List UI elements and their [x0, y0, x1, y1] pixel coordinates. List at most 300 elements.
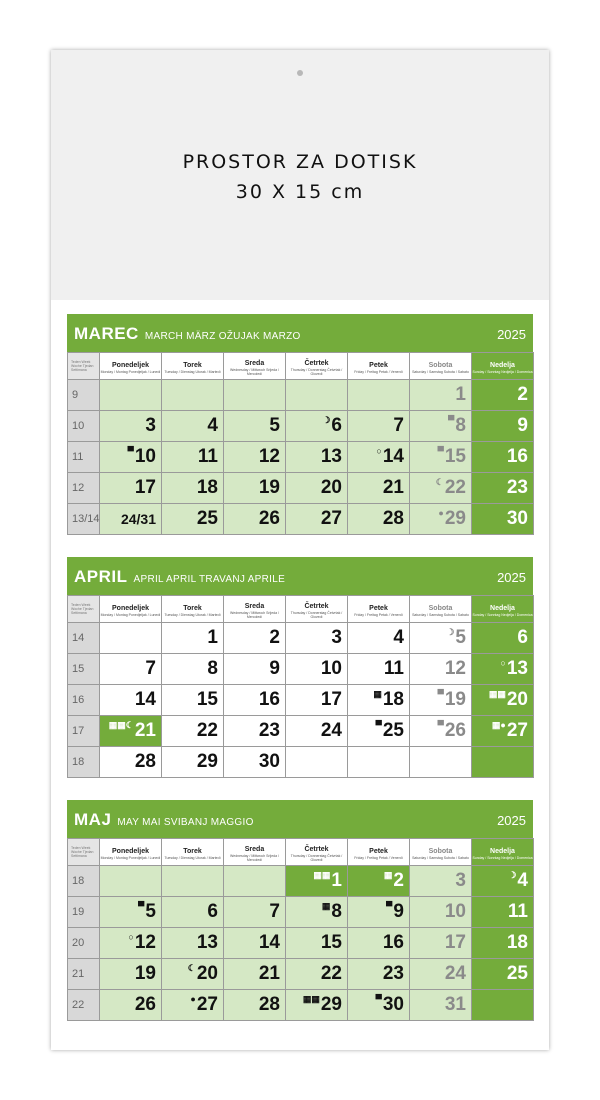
date-cell [162, 928, 224, 959]
date-cell [286, 411, 348, 442]
date-cell [224, 623, 286, 654]
date-number: 2 [517, 384, 528, 405]
day-name: Sobota [428, 361, 453, 369]
date-number: 31 [444, 994, 466, 1015]
week-label: Teden Week Woche Tjedan Settimana [68, 596, 100, 623]
day-translation: Friday / Freitag Petak / Venerdì [354, 612, 403, 617]
date-cell [348, 473, 410, 504]
day-translation: Tuesday / Dienstag Utorak / Martedì [164, 855, 221, 860]
day-header [410, 596, 472, 623]
date-number: 27 [196, 994, 218, 1015]
date-marker-icon: ☽ [322, 415, 331, 425]
day-header [224, 839, 286, 866]
date-number: 20 [196, 963, 218, 984]
date-number: 4 [207, 415, 218, 436]
date-cell [348, 685, 410, 716]
week-label: Teden Week Woche Tjedan Settimana [68, 353, 100, 380]
date-number: 29 [320, 994, 342, 1015]
date-number: 17 [134, 477, 156, 498]
week-row [68, 866, 534, 897]
month-year: 2025 [497, 813, 526, 828]
date-marker-icon: ● [190, 994, 196, 1004]
print-area-title: PROSTOR ZA DOTISK [182, 151, 418, 173]
day-name: Četrtek [304, 602, 329, 610]
week-number: 10 [68, 411, 100, 442]
day-translation: Friday / Freitag Petak / Venerdì [354, 369, 403, 374]
date-number: 16 [382, 932, 404, 953]
week-number: 12 [68, 473, 100, 504]
date-cell [348, 380, 410, 411]
date-cell [472, 473, 534, 504]
date-number: 11 [507, 901, 528, 922]
day-name: Četrtek [304, 845, 329, 853]
week-number: 16 [68, 685, 100, 716]
date-cell [410, 504, 472, 535]
date-cell [410, 866, 472, 897]
date-cell [100, 866, 162, 897]
date-cell [286, 866, 348, 897]
date-cell [348, 442, 410, 473]
date-cell [100, 747, 162, 778]
week-row [68, 504, 534, 535]
month-header [67, 557, 533, 595]
month-translations: MAY MAI SVIBANJ MAGGIO [117, 817, 254, 828]
date-cell [286, 685, 348, 716]
date-cell [286, 897, 348, 928]
date-marker-icon: ▀ [437, 720, 444, 730]
day-name: Ponedeljek [112, 604, 149, 612]
date-number: 1 [207, 627, 218, 648]
date-cell [348, 716, 410, 747]
day-translation: Thursday / Donnerstag Četvrtak / Giovedì [290, 367, 343, 376]
day-translation: Saturday / Samstag Subota / Sabato [412, 855, 469, 860]
date-number: 29 [196, 751, 218, 772]
week-number: 17 [68, 716, 100, 747]
day-header [472, 353, 534, 380]
calendar-sheet [51, 50, 549, 1050]
day-translation: Sunday / Sonntag Nedjelja / Domenica [472, 369, 533, 374]
date-cell [472, 990, 534, 1021]
week-number: 15 [68, 654, 100, 685]
date-cell [410, 747, 472, 778]
date-number: 10 [134, 446, 156, 467]
date-cell [224, 928, 286, 959]
date-cell [224, 959, 286, 990]
day-name: Petek [369, 604, 388, 612]
day-name: Sreda [244, 845, 265, 853]
date-cell [100, 928, 162, 959]
day-name: Nedelja [490, 847, 515, 855]
date-number: 1 [455, 384, 466, 405]
date-number: 5 [145, 901, 156, 922]
date-number: 2 [393, 870, 404, 891]
month-block-maj [67, 800, 533, 1026]
date-cell [100, 623, 162, 654]
week-row [68, 897, 534, 928]
day-name: Ponedeljek [112, 361, 149, 369]
date-number: 5 [269, 415, 280, 436]
month-title: APRIL [74, 567, 128, 586]
week-row [68, 411, 534, 442]
date-number: 6 [207, 901, 218, 922]
day-header [162, 596, 224, 623]
date-number: 21 [134, 720, 156, 741]
day-translation: Saturday / Samstag Subota / Sabato [412, 612, 469, 617]
date-number: 14 [382, 446, 404, 467]
date-cell [224, 747, 286, 778]
date-cell [410, 411, 472, 442]
date-marker-icon: ● [438, 508, 444, 518]
date-cell [286, 442, 348, 473]
month-translations: MARCH MÄRZ OŽUJAK MARZO [144, 331, 301, 342]
week-number: 13/14 [68, 504, 100, 535]
month-header [67, 800, 533, 838]
day-header [162, 353, 224, 380]
week-number: 18 [68, 747, 100, 778]
date-number: 29 [444, 508, 466, 529]
week-row [68, 654, 534, 685]
week-label: Teden Week Woche Tjedan Settimana [68, 839, 100, 866]
date-cell [224, 990, 286, 1021]
date-cell [162, 685, 224, 716]
day-translation: Tuesday / Dienstag Utorak / Martedì [164, 369, 221, 374]
date-cell [410, 959, 472, 990]
day-name: Sobota [428, 847, 453, 855]
date-cell [100, 990, 162, 1021]
date-number: 14 [258, 932, 280, 953]
date-number: 2 [269, 627, 280, 648]
date-cell [286, 928, 348, 959]
date-number: 23 [258, 720, 280, 741]
date-cell [410, 380, 472, 411]
date-number: 7 [393, 415, 404, 436]
date-cell [472, 685, 534, 716]
date-number: 13 [320, 446, 342, 467]
day-name: Nedelja [490, 361, 515, 369]
week-row [68, 442, 534, 473]
month-block-april [67, 557, 533, 783]
month-header [67, 314, 533, 352]
date-number: 15 [444, 446, 466, 467]
date-number: 18 [506, 932, 528, 953]
date-cell [100, 411, 162, 442]
date-cell [472, 959, 534, 990]
week-number: 9 [68, 380, 100, 411]
day-name: Petek [369, 361, 388, 369]
day-header [410, 839, 472, 866]
date-cell [410, 623, 472, 654]
date-cell [162, 654, 224, 685]
date-cell [100, 442, 162, 473]
month-name [74, 567, 285, 587]
date-cell [224, 380, 286, 411]
date-cell [224, 866, 286, 897]
date-marker-icon: ☽ [446, 627, 455, 637]
date-cell [286, 504, 348, 535]
date-number: 12 [444, 658, 466, 679]
week-row [68, 747, 534, 778]
date-marker-icon: ▦ [321, 901, 331, 911]
day-translation: Tuesday / Dienstag Utorak / Martedì [164, 612, 221, 617]
day-translation: Thursday / Donnerstag Četvrtak / Giovedì [290, 610, 343, 619]
date-marker-icon: ▦● [491, 720, 506, 730]
date-cell [224, 716, 286, 747]
date-number: 10 [320, 658, 342, 679]
month-block-marec [67, 314, 533, 540]
date-number: 17 [320, 689, 342, 710]
date-number: 6 [331, 415, 342, 436]
day-header [100, 839, 162, 866]
date-cell [410, 716, 472, 747]
day-header [224, 353, 286, 380]
date-marker-icon: ▀ [448, 415, 455, 425]
month-title: MAREC [74, 324, 139, 343]
date-cell [472, 928, 534, 959]
date-number: 18 [196, 477, 218, 498]
date-marker-icon: ▀ [375, 994, 382, 1004]
date-number: 4 [517, 870, 528, 891]
day-header [348, 353, 410, 380]
date-cell [162, 959, 224, 990]
day-header [472, 839, 534, 866]
date-cell [472, 380, 534, 411]
date-cell [348, 654, 410, 685]
date-cell [472, 866, 534, 897]
day-translation: Wednesday / Mittwoch Srijeda / Mercoledì [230, 853, 279, 862]
day-header [100, 596, 162, 623]
date-number: 21 [382, 477, 404, 498]
date-number: 22 [196, 720, 218, 741]
week-number: 19 [68, 897, 100, 928]
date-number: 13 [196, 932, 218, 953]
date-number: 27 [506, 720, 528, 741]
month-year: 2025 [497, 327, 526, 342]
date-number: 30 [382, 994, 404, 1015]
date-cell [472, 411, 534, 442]
date-number: 10 [444, 901, 466, 922]
date-number: 12 [134, 932, 156, 953]
date-cell [410, 473, 472, 504]
date-cell [472, 747, 534, 778]
date-cell [348, 866, 410, 897]
date-number: 25 [382, 720, 404, 741]
day-name: Torek [183, 847, 202, 855]
date-number: 23 [382, 963, 404, 984]
day-translation: Wednesday / Mittwoch Srijeda / Mercoledì [230, 610, 279, 619]
date-number: 7 [269, 901, 280, 922]
date-cell [162, 716, 224, 747]
day-name: Četrtek [304, 359, 329, 367]
date-cell [348, 747, 410, 778]
day-header [286, 353, 348, 380]
month-grid [67, 838, 534, 1021]
date-cell [162, 866, 224, 897]
date-cell [348, 623, 410, 654]
day-translation: Monday / Montag Ponedjeljak / Lunedì [100, 612, 161, 617]
month-grid [67, 352, 534, 535]
date-cell [286, 654, 348, 685]
date-number: 16 [506, 446, 528, 467]
date-cell [472, 504, 534, 535]
day-name: Petek [369, 847, 388, 855]
day-header [286, 596, 348, 623]
day-header [410, 353, 472, 380]
date-number: 26 [258, 508, 280, 529]
date-number: 8 [207, 658, 218, 679]
date-cell [100, 380, 162, 411]
date-cell [224, 442, 286, 473]
day-header [286, 839, 348, 866]
day-header [162, 839, 224, 866]
month-grid [67, 595, 534, 778]
date-number: 9 [393, 901, 404, 922]
date-cell [100, 654, 162, 685]
week-row [68, 959, 534, 990]
month-title: MAJ [74, 810, 112, 829]
date-number: 11 [197, 446, 218, 467]
date-number: 25 [506, 963, 528, 984]
week-row [68, 473, 534, 504]
day-translation: Monday / Montag Ponedjeljak / Lunedì [100, 369, 161, 374]
week-row [68, 685, 534, 716]
month-name [74, 324, 301, 344]
day-name: Sreda [244, 359, 265, 367]
print-area-size: 30 X 15 cm [235, 181, 365, 203]
week-number: 21 [68, 959, 100, 990]
date-number: 26 [444, 720, 466, 741]
date-marker-icon: ▀ [127, 446, 134, 456]
date-number: 14 [134, 689, 156, 710]
date-marker-icon: ▀ [437, 689, 444, 699]
week-number: 22 [68, 990, 100, 1021]
date-cell [410, 897, 472, 928]
date-number: 6 [517, 627, 528, 648]
day-header [100, 353, 162, 380]
date-number: 19 [134, 963, 156, 984]
date-cell [410, 685, 472, 716]
date-cell [286, 990, 348, 1021]
date-marker-icon: ○ [500, 658, 506, 668]
date-cell [472, 897, 534, 928]
date-number: 1 [331, 870, 342, 891]
day-name: Torek [183, 361, 202, 369]
date-number: 22 [444, 477, 466, 498]
date-number: 7 [145, 658, 156, 679]
week-number: 20 [68, 928, 100, 959]
date-marker-icon: ☾ [187, 963, 196, 973]
date-cell [348, 897, 410, 928]
month-translations: APRIL APRIL TRAVANJ APRILE [133, 574, 286, 585]
date-marker-icon: ▀ [138, 901, 145, 911]
date-marker-icon: ☽ [508, 870, 517, 880]
date-marker-icon: ▦▦☾ [108, 720, 134, 730]
day-header [348, 839, 410, 866]
week-row [68, 716, 534, 747]
print-area [51, 50, 549, 300]
date-number: 24 [444, 963, 466, 984]
date-number: 28 [382, 508, 404, 529]
date-marker-icon: ▀ [375, 720, 382, 730]
week-number: 18 [68, 866, 100, 897]
date-number: 21 [258, 963, 280, 984]
date-number: 15 [196, 689, 218, 710]
date-cell [162, 442, 224, 473]
date-cell [348, 928, 410, 959]
day-name: Sobota [428, 604, 453, 612]
date-number: 13 [506, 658, 528, 679]
date-cell [162, 504, 224, 535]
week-row [68, 623, 534, 654]
day-translation: Saturday / Samstag Subota / Sabato [412, 369, 469, 374]
date-cell [472, 442, 534, 473]
date-cell [472, 654, 534, 685]
week-row [68, 380, 534, 411]
date-number: 8 [455, 415, 466, 436]
date-marker-icon: ▀ [437, 446, 444, 456]
date-number: 19 [444, 689, 466, 710]
date-number: 20 [320, 477, 342, 498]
date-cell [348, 411, 410, 442]
date-number: 20 [506, 689, 528, 710]
date-cell [162, 747, 224, 778]
date-number: 22 [320, 963, 342, 984]
date-cell [224, 685, 286, 716]
date-marker-icon: ▦▦ [313, 870, 331, 880]
date-number: 24 [320, 720, 342, 741]
date-number: 15 [320, 932, 342, 953]
date-marker-icon: ▦ [373, 689, 382, 699]
date-cell [286, 747, 348, 778]
date-cell [224, 504, 286, 535]
date-marker-icon: ▦▦ [488, 689, 506, 699]
day-name: Sreda [244, 602, 265, 610]
date-cell [224, 897, 286, 928]
date-cell [162, 411, 224, 442]
date-cell [348, 504, 410, 535]
date-cell [348, 990, 410, 1021]
date-cell [100, 473, 162, 504]
date-cell [100, 504, 162, 535]
day-translation: Sunday / Sonntag Nedjelja / Domenica [472, 612, 533, 617]
date-number: 30 [258, 751, 280, 772]
date-cell [100, 685, 162, 716]
date-number: 9 [269, 658, 280, 679]
date-cell [286, 473, 348, 504]
date-cell [286, 959, 348, 990]
day-name: Ponedeljek [112, 847, 149, 855]
week-number: 11 [68, 442, 100, 473]
date-cell [162, 897, 224, 928]
month-name [74, 810, 254, 830]
day-translation: Friday / Freitag Petak / Venerdì [354, 855, 403, 860]
date-marker-icon: ☾ [435, 477, 444, 487]
date-cell [410, 442, 472, 473]
date-cell [162, 380, 224, 411]
date-number: 19 [258, 477, 280, 498]
date-number: 23 [506, 477, 528, 498]
date-number: 28 [258, 994, 280, 1015]
date-cell [472, 623, 534, 654]
date-number: 3 [455, 870, 466, 891]
hanging-hole [297, 70, 303, 76]
date-marker-icon: ▀ [386, 901, 393, 911]
date-cell [224, 473, 286, 504]
date-number: 3 [145, 415, 156, 436]
date-number: 8 [331, 901, 342, 922]
day-translation: Wednesday / Mittwoch Srijeda / Mercoledì [230, 367, 279, 376]
date-number: 9 [517, 415, 528, 436]
date-number: 12 [258, 446, 280, 467]
